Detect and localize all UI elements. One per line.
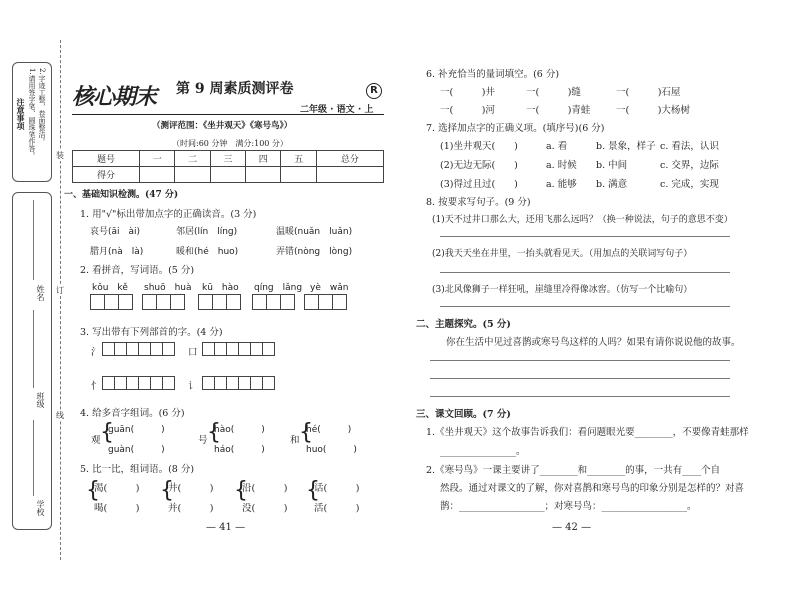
score-header-cell: 总分 (316, 151, 383, 167)
section-2-answer-line[interactable] (430, 360, 730, 361)
q5-brace: { (306, 478, 320, 503)
q7-option: a. 看 (546, 141, 568, 152)
q6-blank[interactable]: 一( )青蛙 (526, 105, 591, 116)
q2-stem: 2. 看拼音，写词语。(5 分) (80, 265, 195, 276)
q7-item[interactable]: (1)坐井观天( ) (440, 141, 518, 152)
section-3-title: 三、课文回顾。(7 分) (416, 409, 511, 420)
q7-option: c. 看法，认识 (660, 141, 719, 152)
score-header-cell: 题号 (73, 151, 140, 167)
score-cell[interactable] (281, 167, 316, 183)
section-1-title: 一、基础知识检测。(47 分) (64, 190, 179, 200)
score-cell[interactable] (210, 167, 245, 183)
s3-q2[interactable]: 2.《寒号鸟》一课主要讲了________和________的事，一共有____个自 (426, 465, 721, 476)
score-row-label: 得分 (73, 167, 140, 183)
q4-blank[interactable]: hào( ) (214, 425, 265, 435)
test-scope: （测评范围：《坐井观天》《寒号鸟》） (152, 121, 293, 131)
q1-item[interactable]: 腊月(nà là) (90, 247, 144, 257)
s3-q1[interactable]: 1.《坐井观天》这个故事告诉我们：看问题眼光要________，不要像青蛙那样 (426, 427, 749, 438)
time-score: （时间:60 分钟 满分:100 分） (172, 139, 288, 148)
cut-label-2: 订 (56, 286, 64, 295)
notes-line-1: 1.请用签字笔、圆珠笔作答。 (28, 68, 36, 159)
q4-stem: 4. 给多音字组词。(6 分) (80, 408, 185, 419)
q7-option: c. 完成，实现 (660, 179, 719, 190)
score-table (72, 150, 384, 183)
q4-char: 和 (290, 435, 300, 446)
notes-line-2: 2.字迹工整，卷面整洁。 (38, 68, 46, 145)
q7-option: a. 时候 (546, 160, 577, 171)
q8-answer-line[interactable] (440, 272, 730, 273)
class-label: 班级 (36, 392, 45, 408)
score-table-row (73, 167, 384, 183)
header-rule (72, 114, 384, 115)
q1-item[interactable]: 哀号(āi ài) (90, 227, 141, 237)
q7-option: b. 中间 (596, 160, 628, 171)
page-number-right: — 42 — (552, 522, 592, 533)
q5-blank[interactable]: 没( ) (242, 503, 288, 514)
q7-option: c. 交界，边际 (660, 160, 719, 171)
q5-brace: { (234, 478, 248, 503)
q5-blank[interactable]: 话( ) (314, 483, 360, 494)
q3-radical: 讠 (188, 381, 198, 392)
q1-item[interactable]: 弄错(nòng lòng) (276, 247, 353, 257)
q2-answer-grid[interactable] (252, 294, 294, 310)
section-2-prompt: 你在生活中见过喜鹊或寒号鸟这样的人吗？如果有请你说说他的故事。 (446, 337, 741, 348)
q1-item[interactable]: 温暖(nuǎn luǎn) (276, 227, 353, 237)
s3-q1-end[interactable]: ________________。 (440, 446, 526, 457)
q6-blank[interactable]: 一( )大杨树 (616, 105, 690, 116)
score-header-cell: 五 (281, 151, 316, 167)
q1-item[interactable]: 暖和(hé huo) (176, 247, 239, 257)
score-header-cell: 四 (246, 151, 281, 167)
score-cell[interactable] (316, 167, 383, 183)
q2-answer-grid[interactable] (304, 294, 346, 310)
q4-char: 观 (91, 435, 101, 446)
school-line (33, 420, 34, 496)
q5-blank[interactable]: 渴( ) (94, 483, 140, 494)
score-table-header (73, 151, 384, 167)
cut-line (60, 40, 61, 560)
score-header-cell: 一 (140, 151, 175, 167)
q8-answer-line[interactable] (440, 306, 730, 307)
q4-brace: { (207, 420, 221, 445)
q7-option: b. 景象，样子 (596, 141, 656, 152)
q4-blank[interactable]: háo( ) (214, 445, 265, 455)
q5-blank[interactable]: 沿( ) (242, 483, 288, 494)
grade-label: 二年级 · 语文 · 上 (300, 105, 374, 115)
q4-blank[interactable]: huo( ) (306, 445, 357, 455)
q2-pinyin: yè wǎn (310, 283, 349, 293)
q3-answer-grid[interactable] (102, 342, 174, 356)
q4-char: 号 (198, 435, 208, 446)
q8-item: (3)北风像狮子一样狂吼，崖缝里冷得像冰窖。（仿写一个比喻句） (432, 285, 693, 295)
registered-mark-icon: R (366, 83, 382, 99)
class-line (33, 310, 34, 388)
q7-stem: 7. 选择加点字的正确义项。(填序号)(6 分) (426, 123, 605, 134)
q6-blank[interactable]: 一( )河 (440, 105, 495, 116)
q4-blank[interactable]: guān( ) (108, 425, 165, 435)
q8-item: (1)天不过井口那么大，还用飞那么远吗？（换一种说法，句子的意思不变） (432, 215, 733, 225)
name-label: 姓名 (36, 285, 45, 301)
q2-pinyin: shuō huà (144, 283, 192, 293)
q2-answer-grid[interactable] (142, 294, 184, 310)
score-cell[interactable] (246, 167, 281, 183)
q1-stem: 1. 用"√"标出带加点字的正确读音。(3 分) (80, 209, 257, 220)
q6-stem: 6. 补充恰当的量词填空。(6 分) (426, 69, 560, 80)
q3-radical: 忄 (91, 381, 101, 392)
q7-item[interactable]: (3)得过且过( ) (440, 179, 518, 190)
q7-item[interactable]: (2)无边无际( ) (440, 160, 518, 171)
notes-title: 注意事项 (16, 98, 26, 130)
section-2-answer-line[interactable] (430, 378, 730, 379)
q3-stem: 3. 写出带有下列部首的字。(4 分) (80, 327, 223, 338)
q5-blank[interactable]: 喝( ) (94, 503, 140, 514)
q5-blank[interactable]: 井( ) (168, 483, 214, 494)
q7-option: b. 满意 (596, 179, 628, 190)
q2-pinyin: kū hào (202, 283, 239, 293)
q5-brace: { (86, 478, 100, 503)
q3-radical: 口 (188, 347, 198, 358)
q3-answer-grid[interactable] (102, 376, 174, 390)
page-number-left: — 41 — (206, 522, 246, 533)
q1-item[interactable]: 邻居(lín líng) (176, 227, 238, 237)
q6-blank[interactable]: 一( )井 (440, 87, 495, 98)
school-label: 学校 (36, 500, 45, 516)
q5-blank[interactable]: 并( ) (168, 503, 214, 514)
q8-stem: 8. 按要求写句子。(9 分) (426, 197, 531, 208)
cut-label-3: 线 (56, 411, 64, 420)
q2-answer-grid[interactable] (198, 294, 240, 310)
q8-item: (2)我天天坐在井里，一抬头就看见天。（用加点的关联词写句子） (432, 249, 693, 259)
q5-blank[interactable]: 活( ) (314, 503, 360, 514)
q3-radical: 氵 (91, 347, 101, 358)
page-title: 第 9 周素质测评卷 (176, 81, 294, 97)
q3-answer-grid[interactable] (202, 376, 274, 390)
student-info-box (12, 192, 52, 530)
q4-blank[interactable]: hé( ) (306, 425, 352, 435)
q4-brace: { (100, 420, 114, 445)
score-header-cell: 二 (175, 151, 210, 167)
q6-blank[interactable]: 一( )石屋 (616, 87, 681, 98)
q8-answer-line[interactable] (440, 236, 730, 237)
cut-label-1: 装 (56, 151, 64, 160)
name-line (33, 200, 34, 280)
q4-brace: { (299, 420, 313, 445)
section-2-title: 二、主题探究。(5 分) (416, 319, 511, 330)
brand-logo: 核心期末 (72, 85, 157, 110)
q3-answer-grid[interactable] (202, 342, 274, 356)
score-cell[interactable] (175, 167, 210, 183)
s3-q2-line3[interactable]: 鹊：__________________；对寒号鸟：__________________。 (440, 501, 697, 512)
q2-pinyin: qíng lǎng (254, 283, 303, 293)
q5-stem: 5. 比一比，组词语。(8 分) (80, 464, 195, 475)
s3-q2-line2[interactable]: 然段。通过对课文的了解，你对喜鹊和寒号鸟的印象分别是怎样的？对喜 (440, 483, 745, 494)
q6-blank[interactable]: 一( )缝 (526, 87, 581, 98)
q2-answer-grid[interactable] (90, 294, 132, 310)
q2-pinyin: kǒu kě (92, 283, 128, 293)
q7-option: a. 能够 (546, 179, 577, 190)
section-2-answer-line[interactable] (430, 396, 730, 397)
q5-brace: { (160, 478, 174, 503)
q4-blank[interactable]: guàn( ) (108, 445, 165, 455)
score-header-cell: 三 (210, 151, 245, 167)
score-cell[interactable] (140, 167, 175, 183)
